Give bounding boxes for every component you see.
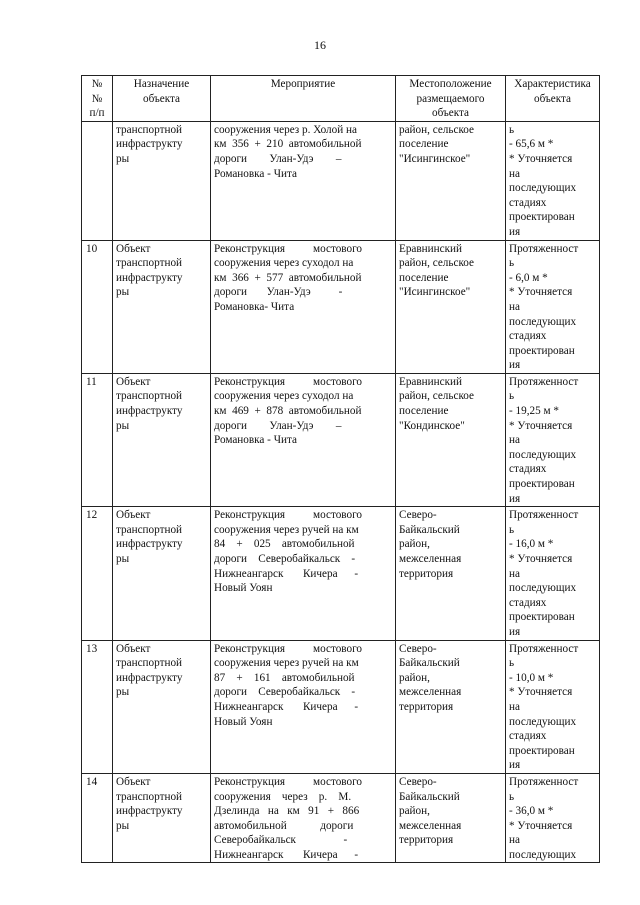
cell-line: ь: [509, 657, 515, 670]
cell-line: инфраструкту: [116, 538, 183, 551]
object-measure: [211, 240, 396, 373]
cell-line: проектирован: [509, 611, 575, 624]
cell-line: дороги Северобайкальск -: [214, 686, 356, 699]
cell-line: "Исингинское": [399, 152, 471, 165]
cell-line: Романовка - Чита: [214, 167, 297, 180]
header-characteristic: [506, 76, 600, 122]
table-row: [82, 121, 600, 240]
header-location: [396, 76, 506, 122]
cell-line: на: [509, 834, 520, 847]
cell-line: Реконструкция мостового: [214, 642, 362, 655]
object-purpose: [113, 121, 211, 240]
object-measure: [211, 640, 396, 773]
cell-line: транспортной: [116, 657, 183, 670]
cell-line: размещаемого: [416, 92, 485, 105]
cell-line: дороги Улан-Удэ –: [214, 419, 342, 432]
cell-line: сооружения через р. Холой на: [214, 123, 357, 136]
object-characteristic: [506, 507, 600, 640]
cell-line: Местоположение: [409, 78, 492, 90]
cell-line: Северо-: [399, 509, 437, 522]
cell-line: ь: [509, 790, 515, 803]
header-num: [82, 76, 113, 122]
cell-line: стадиях: [509, 463, 547, 476]
object-location: [396, 507, 506, 640]
cell-line: на: [509, 700, 520, 713]
cell-line: Протяженност: [509, 242, 579, 255]
cell-line: объекта: [533, 92, 572, 105]
cell-line: последующих: [509, 582, 577, 595]
cell-line: территория: [399, 700, 454, 713]
cell-line: Объект: [116, 509, 151, 522]
cell-line: Объект: [116, 242, 151, 255]
cell-line: км 366 + 577 автомобильной: [214, 271, 362, 284]
cell-line: * Уточняется: [509, 286, 573, 299]
cell-line: ры: [116, 819, 130, 832]
cell-line: межселенная: [399, 553, 462, 565]
cell-line: район, сельское: [399, 390, 475, 403]
cell-line: объекта: [431, 107, 470, 120]
cell-line: объекта: [142, 92, 181, 105]
cell-line: ры: [116, 553, 130, 565]
cell-line: поселение: [399, 405, 449, 418]
cell-line: транспортной: [116, 123, 183, 136]
object-location: [396, 373, 506, 506]
cell-line: Объект: [116, 375, 151, 388]
object-location: [396, 640, 506, 773]
cell-line: ия: [509, 225, 521, 238]
cell-line: территория: [399, 567, 454, 580]
cell-line: - 6,0 м *: [509, 271, 548, 284]
cell-line: ь: [509, 257, 515, 270]
cell-line: №: [91, 92, 103, 105]
cell-line: Байкальский: [399, 657, 460, 670]
cell-line: №: [91, 78, 103, 90]
cell-line: Назначение: [133, 78, 190, 90]
cell-line: на: [509, 567, 520, 580]
object-characteristic: [506, 640, 600, 773]
cell-line: Еравнинский: [399, 242, 463, 255]
cell-line: * Уточняется: [509, 419, 573, 432]
cell-line: "Исингинское": [399, 286, 471, 299]
cell-line: Нижнеангарск Кичера -: [214, 848, 359, 861]
cell-line: проектирован: [509, 211, 575, 224]
cell-line: транспортной: [116, 523, 183, 536]
cell-line: район,: [399, 671, 430, 684]
cell-line: дороги Улан-Удэ –: [214, 152, 342, 165]
cell-line: Характеристика: [514, 78, 591, 90]
cell-line: стадиях: [509, 330, 547, 343]
cell-line: ь: [509, 390, 515, 403]
row-number: 11: [82, 373, 113, 506]
cell-line: Реконструкция мостового: [214, 242, 362, 255]
cell-line: проектирован: [509, 344, 575, 357]
cell-line: территория: [399, 834, 454, 847]
object-characteristic: [506, 121, 600, 240]
cell-line: Реконструкция мостового: [214, 775, 362, 788]
cell-line: п/п: [89, 107, 105, 120]
table-header-row: [82, 76, 600, 122]
object-characteristic: [506, 773, 600, 863]
object-purpose: [113, 773, 211, 863]
cell-line: стадиях: [509, 730, 547, 743]
cell-line: транспортной: [116, 257, 183, 270]
table-row: [82, 507, 600, 640]
object-location: [396, 240, 506, 373]
cell-line: ия: [509, 492, 521, 505]
cell-line: 87 + 161 автомобильной: [214, 671, 355, 684]
cell-line: Романовка - Чита: [214, 434, 297, 447]
table-row: [82, 773, 600, 863]
cell-line: район, сельское: [399, 123, 475, 136]
cell-line: ры: [116, 419, 130, 432]
cell-line: инфраструкту: [116, 138, 183, 151]
cell-line: сооружения через суходол на: [214, 390, 354, 403]
cell-line: сооружения через р. М.: [214, 790, 352, 803]
object-characteristic: [506, 240, 600, 373]
cell-line: Реконструкция мостового: [214, 375, 362, 388]
object-location: [396, 121, 506, 240]
cell-line: район, сельское: [399, 257, 475, 270]
cell-line: инфраструкту: [116, 805, 183, 818]
cell-line: Байкальский: [399, 790, 460, 803]
cell-line: межселенная: [399, 686, 462, 699]
cell-line: ры: [116, 286, 130, 299]
cell-line: стадиях: [509, 596, 547, 609]
object-purpose: [113, 373, 211, 506]
cell-line: ры: [116, 686, 130, 699]
cell-line: Протяженност: [509, 509, 579, 522]
cell-line: поселение: [399, 271, 449, 284]
row-number: [82, 121, 113, 240]
object-measure: [211, 373, 396, 506]
cell-line: Протяженност: [509, 375, 579, 388]
cell-line: стадиях: [509, 196, 547, 209]
cell-line: Нижнеангарск Кичера -: [214, 567, 359, 580]
cell-line: ия: [509, 625, 521, 638]
cell-line: Протяженност: [509, 775, 579, 788]
cell-line: Еравнинский: [399, 375, 463, 388]
object-purpose: [113, 240, 211, 373]
cell-line: Новый Уоян: [214, 582, 273, 595]
header-measure: [211, 76, 396, 122]
cell-line: * Уточняется: [509, 152, 573, 165]
cell-line: на: [509, 300, 520, 313]
row-number: 13: [82, 640, 113, 773]
page-number: 16: [314, 38, 326, 52]
cell-line: последующих: [509, 715, 577, 728]
object-characteristic: [506, 373, 600, 506]
table-row: [82, 373, 600, 506]
cell-line: район,: [399, 538, 430, 551]
cell-line: проектирован: [509, 478, 575, 491]
cell-line: ь: [509, 123, 515, 136]
object-measure: [211, 773, 396, 863]
row-number: 10: [82, 240, 113, 373]
cell-line: 84 + 025 автомобильной: [214, 538, 355, 551]
cell-line: "Кондинское": [399, 419, 465, 432]
object-measure: [211, 507, 396, 640]
cell-line: км 356 + 210 автомобильной: [214, 138, 362, 151]
cell-line: поселение: [399, 138, 449, 151]
cell-line: автомобильной дороги: [214, 819, 354, 832]
cell-line: * Уточняется: [509, 686, 573, 699]
cell-line: последующих: [509, 848, 577, 861]
cell-line: Протяженност: [509, 642, 579, 655]
cell-line: - 36,0 м *: [509, 805, 554, 818]
cell-line: ры: [116, 152, 130, 165]
cell-line: - 65,6 м *: [509, 138, 554, 151]
cell-line: транспортной: [116, 390, 183, 403]
cell-line: сооружения через ручей на км: [214, 657, 359, 670]
cell-line: ия: [509, 759, 521, 772]
cell-line: Северо-: [399, 775, 437, 788]
header-purpose: [113, 76, 211, 122]
cell-line: Дзелинда на км 91 + 866: [214, 805, 360, 818]
cell-line: Нижнеангарск Кичера -: [214, 700, 359, 713]
cell-line: Объект: [116, 642, 151, 655]
cell-line: дороги Улан-Удэ -: [214, 286, 343, 299]
cell-line: - 10,0 м *: [509, 671, 554, 684]
object-location: [396, 773, 506, 863]
cell-line: Новый Уоян: [214, 715, 273, 728]
row-number: 12: [82, 507, 113, 640]
cell-line: Реконструкция мостового: [214, 509, 362, 522]
cell-line: проектирован: [509, 744, 575, 757]
cell-line: последующих: [509, 448, 577, 461]
cell-line: на: [509, 434, 520, 447]
cell-line: межселенная: [399, 819, 462, 832]
cell-line: дороги Северобайкальск -: [214, 553, 356, 565]
cell-line: последующих: [509, 315, 577, 328]
cell-line: км 469 + 878 автомобильной: [214, 405, 362, 418]
cell-line: * Уточняется: [509, 819, 573, 832]
cell-line: сооружения через суходол на: [214, 257, 354, 270]
cell-line: - 16,0 м *: [509, 538, 554, 551]
cell-line: транспортной: [116, 790, 183, 803]
cell-line: сооружения через ручей на км: [214, 523, 359, 536]
cell-line: последующих: [509, 182, 577, 195]
row-number: 14: [82, 773, 113, 863]
cell-line: Северо-: [399, 642, 437, 655]
cell-line: Мероприятие: [270, 78, 336, 90]
cell-line: инфраструкту: [116, 405, 183, 418]
cell-line: Романовка- Чита: [214, 300, 295, 313]
object-purpose: [113, 640, 211, 773]
cell-line: инфраструкту: [116, 671, 183, 684]
cell-line: район,: [399, 805, 430, 818]
cell-line: ь: [509, 523, 515, 536]
objects-table: [81, 75, 600, 863]
cell-line: Северобайкальск -: [214, 834, 348, 847]
object-measure: [211, 121, 396, 240]
cell-line: - 19,25 м *: [509, 405, 559, 418]
cell-line: Объект: [116, 775, 151, 788]
cell-line: инфраструкту: [116, 271, 183, 284]
table-row: [82, 640, 600, 773]
object-purpose: [113, 507, 211, 640]
cell-line: на: [509, 167, 520, 180]
cell-line: ия: [509, 359, 521, 372]
cell-line: Байкальский: [399, 523, 460, 536]
cell-line: * Уточняется: [509, 553, 573, 565]
table-row: [82, 240, 600, 373]
